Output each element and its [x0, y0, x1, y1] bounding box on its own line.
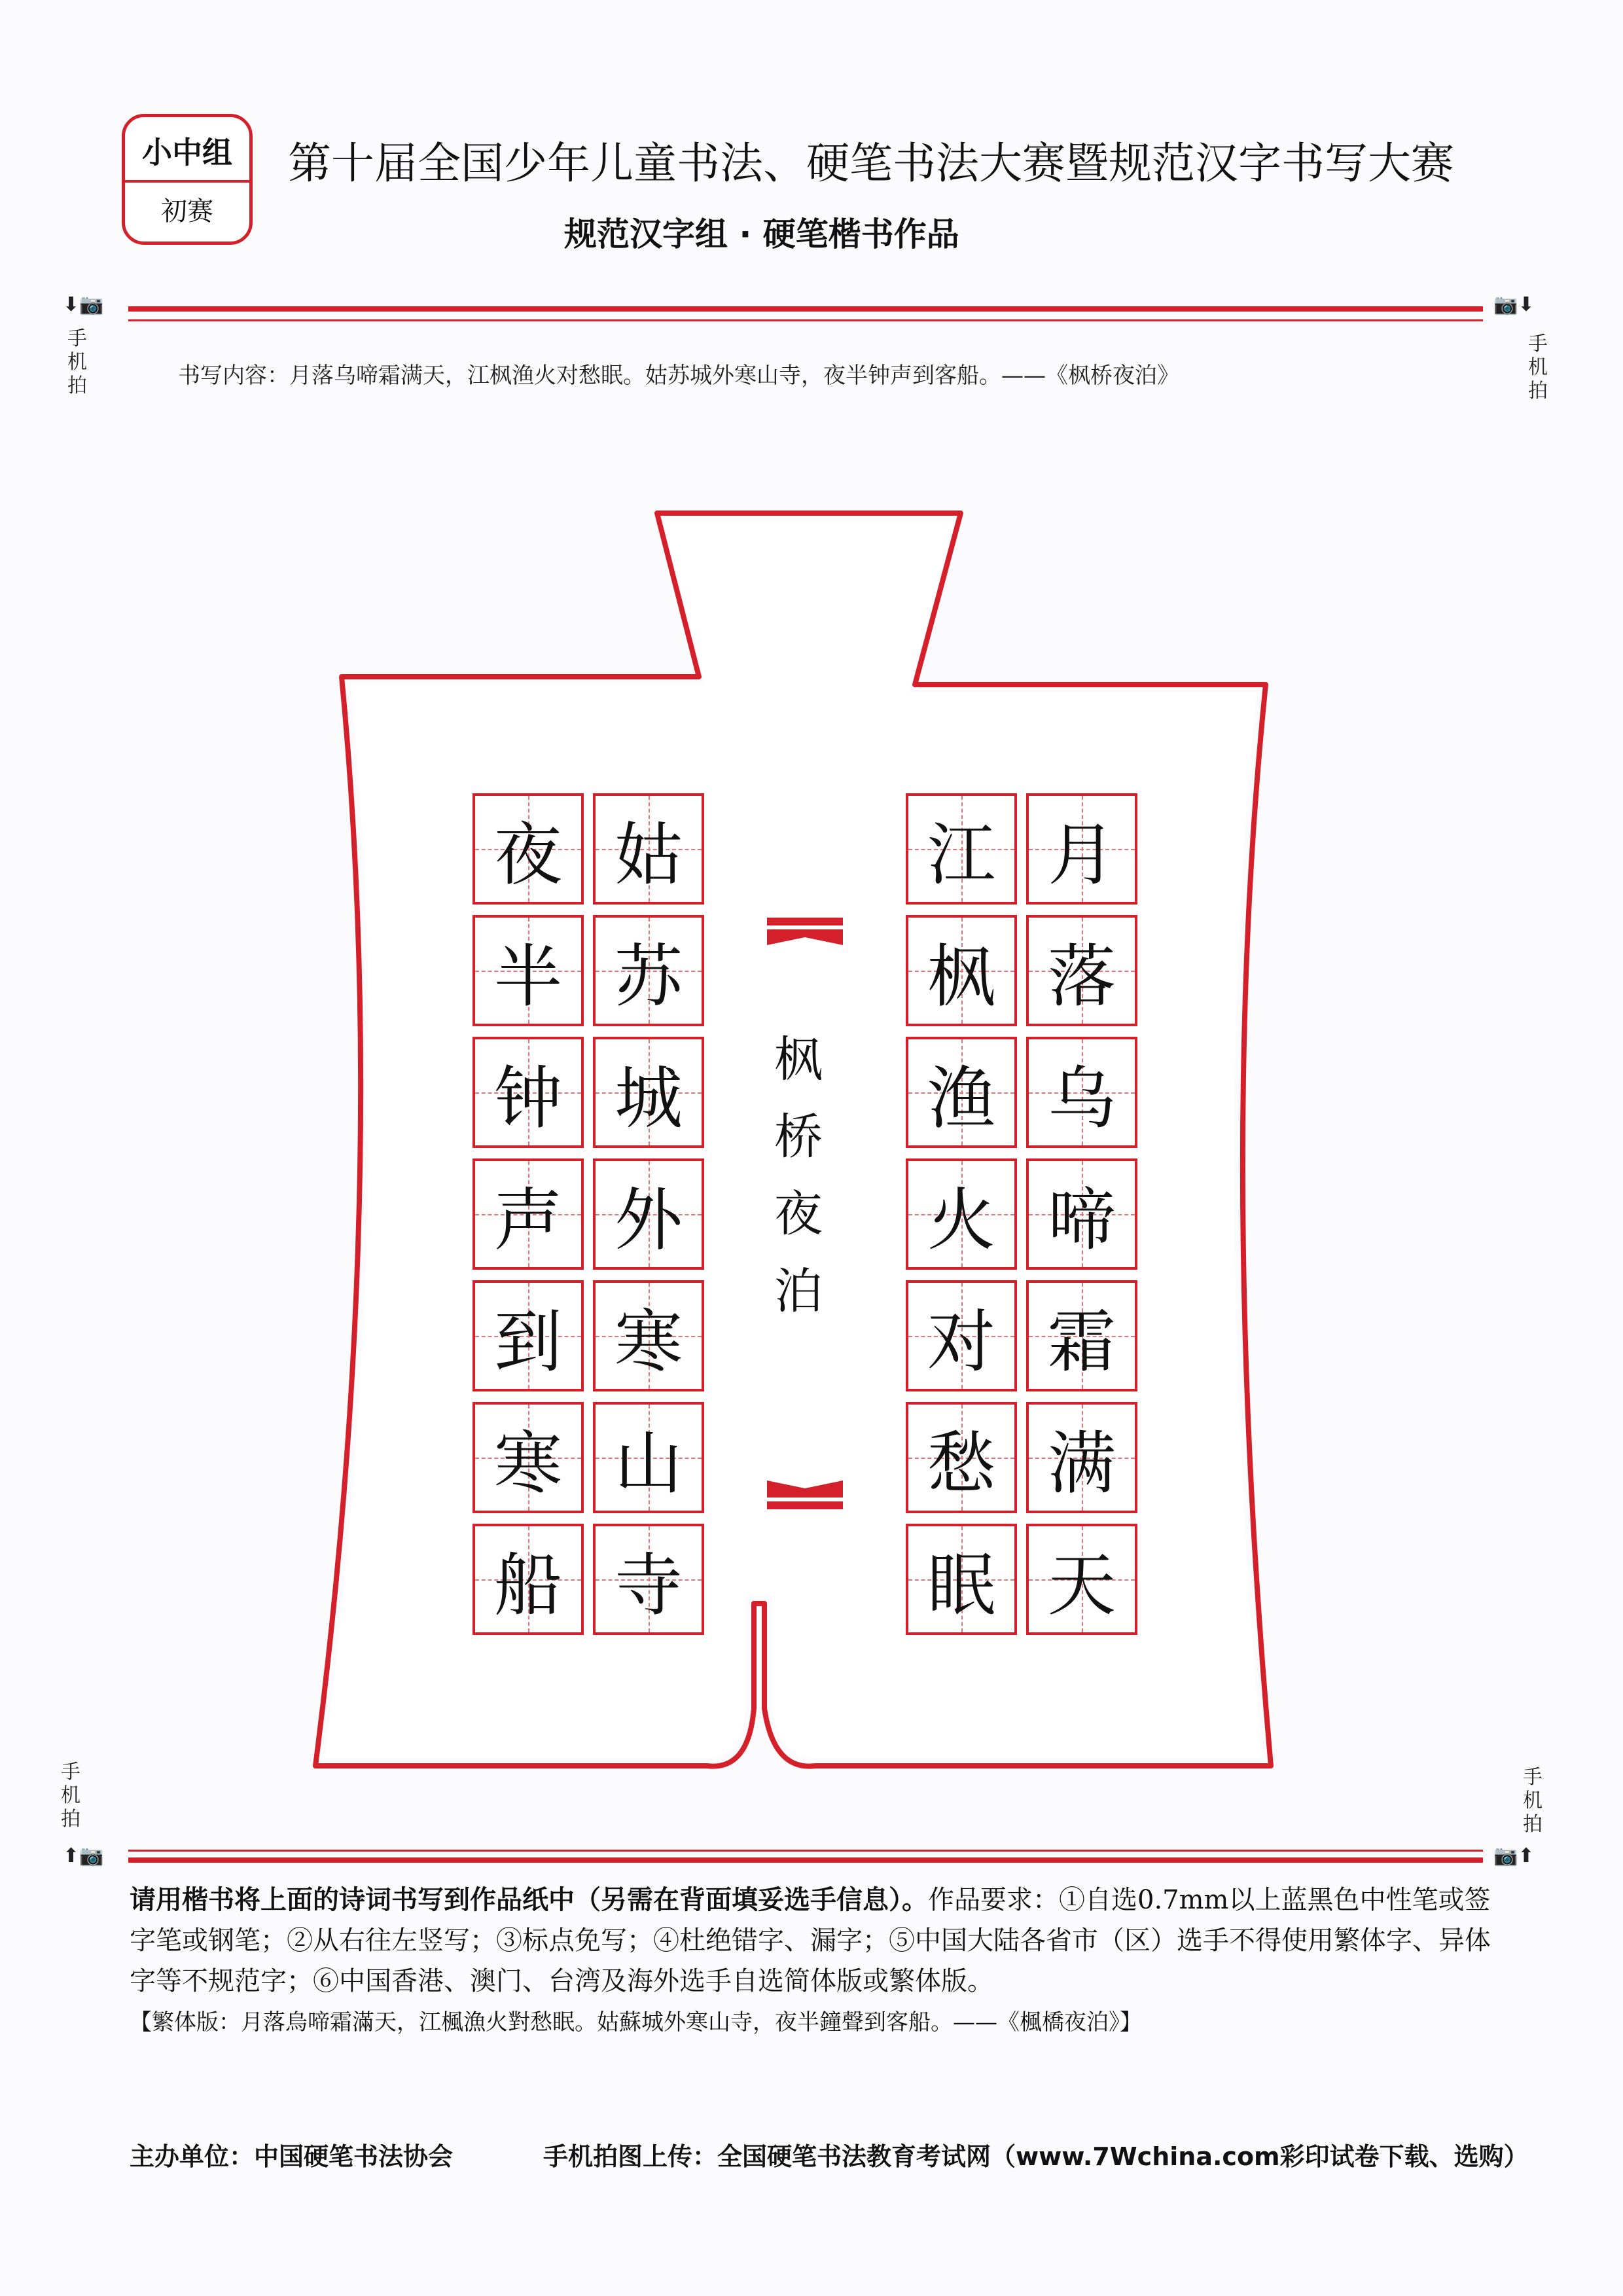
grid-cell — [1026, 793, 1137, 905]
grid-character: 啼 — [1047, 1180, 1116, 1260]
bottom-rule-thick — [128, 1857, 1483, 1863]
grid-cell — [906, 1158, 1017, 1270]
badge-round-label: 初赛 — [161, 196, 213, 226]
grid-cell — [1026, 1158, 1137, 1270]
grid-character: 钟 — [493, 1058, 562, 1138]
grid-cell — [1026, 915, 1137, 1026]
grid-character: 火 — [927, 1180, 995, 1260]
grid-cell — [473, 1524, 584, 1635]
phone-label-top-left: 手机拍 — [67, 327, 87, 397]
grid-character: 声 — [493, 1180, 562, 1260]
grid-cell — [473, 915, 584, 1026]
camera-icon: 📷 — [79, 1844, 104, 1867]
requirements-text — [130, 1880, 1491, 2001]
phone-label-bottom-left: 手机拍 — [61, 1761, 80, 1831]
grid-character: 天 — [1047, 1545, 1116, 1625]
upload-info: 手机拍图上传：全国硬笔书法教育考试网（www.7Wchina.com彩印试卷下载、选购） — [543, 2142, 1529, 2171]
grid-cell — [473, 1158, 584, 1270]
camera-icon: 📷 — [1493, 293, 1518, 316]
grid-cell — [473, 793, 584, 905]
grid-character: 夜 — [493, 815, 562, 895]
page-title: 第十届全国少年儿童书法、硬笔书法大赛暨规范汉字书写大赛 — [288, 138, 1454, 188]
arrow-up-icon: ⬆ — [63, 1844, 80, 1867]
grid-character: 寒 — [614, 1302, 683, 1382]
grid-cell — [593, 915, 704, 1026]
grid-character: 寺 — [614, 1545, 683, 1625]
grid-character: 船 — [493, 1545, 562, 1625]
grid-character: 眠 — [927, 1545, 995, 1625]
grid-character: 渔 — [927, 1058, 995, 1138]
grid-cell — [473, 1280, 584, 1391]
grid-character: 到 — [493, 1302, 562, 1382]
grid-cell — [593, 1402, 704, 1513]
badge-group-label: 小中组 — [142, 135, 232, 170]
organizer-label: 主办单位：中国硬笔书法协会 — [130, 2142, 454, 2171]
camera-marker-bottom-left — [63, 1844, 104, 1867]
grid-character: 愁 — [927, 1424, 995, 1503]
grid-cell — [906, 793, 1017, 905]
phone-label-top-right: 手机拍 — [1528, 332, 1548, 403]
grid-character: 城 — [614, 1058, 683, 1138]
traditional-version-note: 【繁体版：月落烏啼霜滿天，江楓漁火對愁眠。姑蘇城外寒山寺，夜半鐘聲到客船。——《楓橋夜泊》】 — [130, 2009, 1142, 2036]
arrow-down-icon: ⬇ — [1518, 293, 1535, 316]
grid-character: 半 — [493, 937, 562, 1016]
phone-label-bottom-right: 手机拍 — [1523, 1766, 1543, 1836]
grid-character: 霜 — [1047, 1302, 1116, 1382]
grid-cell — [593, 793, 704, 905]
grid-cell — [1026, 1037, 1137, 1148]
grid-cell — [473, 1037, 584, 1148]
grid-cell — [593, 1524, 704, 1635]
grid-cell — [906, 915, 1017, 1026]
requirements-lead: 请用楷书将上面的诗词书写到作品纸中（另需在背面填妥选手信息）。 — [130, 1885, 928, 1915]
grid-cell — [906, 1402, 1017, 1513]
grid-character: 满 — [1047, 1424, 1116, 1503]
arrow-up-icon: ⬆ — [1518, 1844, 1535, 1867]
grid-character: 山 — [614, 1424, 683, 1503]
grid-cell — [593, 1280, 704, 1391]
grid-cell — [906, 1524, 1017, 1635]
grid-character: 苏 — [614, 937, 683, 1016]
grid-character: 落 — [1047, 937, 1116, 1016]
camera-icon: 📷 — [1493, 1844, 1518, 1867]
grid-character: 对 — [927, 1302, 995, 1382]
camera-icon: 📷 — [79, 293, 104, 316]
grid-cell — [1026, 1524, 1137, 1635]
writing-content-line: 书写内容：月落乌啼霜满天，江枫渔火对愁眠。姑苏城外寒山寺，夜半钟声到客船。——《枫桥夜泊》 — [178, 363, 1179, 389]
grid-character: 外 — [614, 1180, 683, 1260]
grid-cell — [1026, 1402, 1137, 1513]
grid-character: 月 — [1047, 815, 1116, 895]
bottom-rule-thin — [128, 1850, 1483, 1852]
grid-character: 江 — [927, 815, 995, 895]
grid-cell — [906, 1280, 1017, 1391]
grid-cell — [906, 1037, 1017, 1148]
grid-character: 乌 — [1047, 1058, 1116, 1138]
grid-character: 枫 — [927, 937, 995, 1016]
page-subtitle: 规范汉字组 · 硬笔楷书作品 — [564, 215, 959, 253]
grid-cell — [593, 1037, 704, 1148]
grid-character: 寒 — [493, 1424, 562, 1503]
requirements-list: 作品要求：①自选0.7mm以上蓝黑色中性笔或签字笔或钢笔；②从右往左竖写；③标点免写；④杜绝错字、漏字；⑤中国大陆各省市（区）选手不得使用繁体字、异体字等不规范字；⑥中国香港、澳门、台湾及海外选手自选简体版或繁体版。 — [130, 1885, 1491, 1996]
grid-character: 姑 — [614, 815, 683, 895]
poem-title-vertical: 枫 桥 夜 泊 — [774, 1031, 823, 1319]
arrow-down-icon: ⬇ — [63, 293, 80, 316]
grid-cell — [473, 1402, 584, 1513]
grid-cell — [593, 1158, 704, 1270]
camera-marker-bottom-right — [1493, 1844, 1535, 1867]
grid-cell — [1026, 1280, 1137, 1391]
